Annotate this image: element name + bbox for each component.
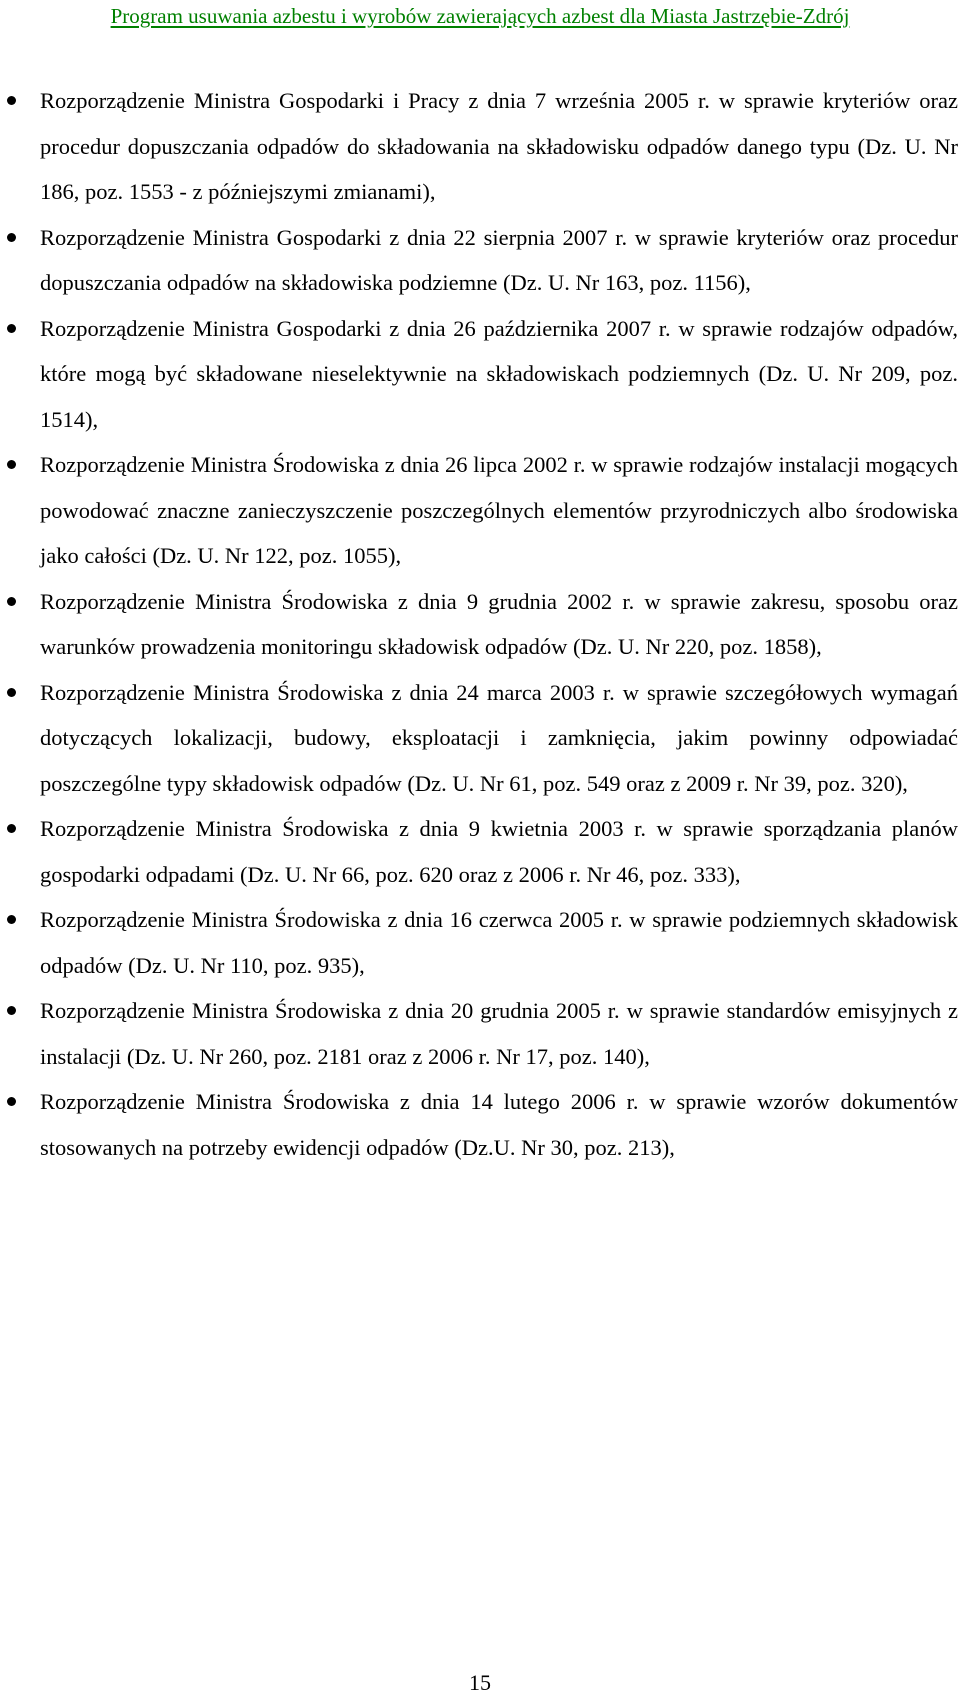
bullet-icon [7, 1097, 16, 1106]
list-item-text: Rozporządzenie Ministra Gospodarki i Pracy z dnia 7 września 2005 r. w sprawie kryteriów oraz procedur dopuszczania odpadów do składowania na składowisku odpadów danego typu (Dz. U. Nr 186, poz. 1553 - z późniejszymi zmianami), [40, 88, 958, 204]
page-header: Program usuwania azbestu i wyrobów zawierających azbest dla Miasta Jastrzębie-Zdrój [110, 4, 850, 28]
bullet-icon [7, 324, 16, 333]
bullet-icon [7, 460, 16, 469]
list-item-text: Rozporządzenie Ministra Gospodarki z dnia 22 sierpnia 2007 r. w sprawie kryteriów oraz procedur dopuszczania odpadów na składowiska podziemne (Dz. U. Nr 163, poz. 1156), [40, 224, 958, 295]
list-item [40, 897, 958, 988]
list-item-text: Rozporządzenie Ministra Środowiska z dnia 9 grudnia 2002 r. w sprawie zakresu, sposobu oraz warunków prowadzenia monitoringu składowisk odpadów (Dz. U. Nr 220, poz. 1858), [40, 588, 958, 659]
bullet-icon [7, 597, 16, 606]
bullet-icon [7, 1006, 16, 1015]
bullet-icon [7, 915, 16, 924]
list-item-text: Rozporządzenie Ministra Gospodarki z dnia 26 października 2007 r. w sprawie rodzajów odpadów, które mogą być składowane nieselektywnie na składowiskach podziemnych (Dz. U. Nr 209, poz. 1514), [40, 315, 958, 432]
bullet-icon [7, 688, 16, 697]
list-item [40, 1079, 958, 1170]
list-item [40, 579, 958, 670]
list-item-text: Rozporządzenie Ministra Środowiska z dnia 20 grudnia 2005 r. w sprawie standardów emisyjnych z instalacji (Dz. U. Nr 260, poz. 2181 oraz z 2006 r. Nr 17, poz. 140), [40, 998, 958, 1069]
list-item-text: Rozporządzenie Ministra Środowiska z dnia 16 czerwca 2005 r. w sprawie podziemnych składowisk odpadów (Dz. U. Nr 110, poz. 935), [40, 907, 958, 978]
page-number: 15 [469, 1670, 491, 1695]
list-item [40, 670, 958, 807]
list-item [40, 306, 958, 443]
list-item [40, 806, 958, 897]
list-item [40, 215, 958, 306]
list-item [40, 442, 958, 579]
list-item-text: Rozporządzenie Ministra Środowiska z dnia 9 kwietnia 2003 r. w sprawie sporządzania planów gospodarki odpadami (Dz. U. Nr 66, poz. 620 oraz z 2006 r. Nr 46, poz. 333), [40, 816, 958, 887]
list-item-text: Rozporządzenie Ministra Środowiska z dnia 14 lutego 2006 r. w sprawie wzorów dokumentów stosowanych na potrzeby ewidencji odpadów (Dz.U. Nr 30, poz. 213), [40, 1089, 958, 1160]
list-item-text: Rozporządzenie Ministra Środowiska z dnia 24 marca 2003 r. w sprawie szczegółowych wymagań dotyczących lokalizacji, budowy, eksploatacji i zamknięcia, jakim powinny odpowiadać poszczególne typy składowisk odpadów (Dz. U. Nr 61, poz. 549 oraz z 2009 r. Nr 39, poz. 320), [40, 679, 958, 796]
bullet-icon [7, 824, 16, 833]
list-item [40, 988, 958, 1079]
list-item [40, 78, 958, 215]
bullet-icon [7, 96, 16, 105]
bullet-icon [7, 233, 16, 242]
regulation-list [40, 78, 958, 1170]
list-item-text: Rozporządzenie Ministra Środowiska z dnia 26 lipca 2002 r. w sprawie rodzajów instalacji mogących powodować znaczne zanieczyszczenie poszczególnych elementów przyrodniczych albo środowiska jako całości (Dz. U. Nr 122, poz. 1055), [40, 452, 958, 568]
